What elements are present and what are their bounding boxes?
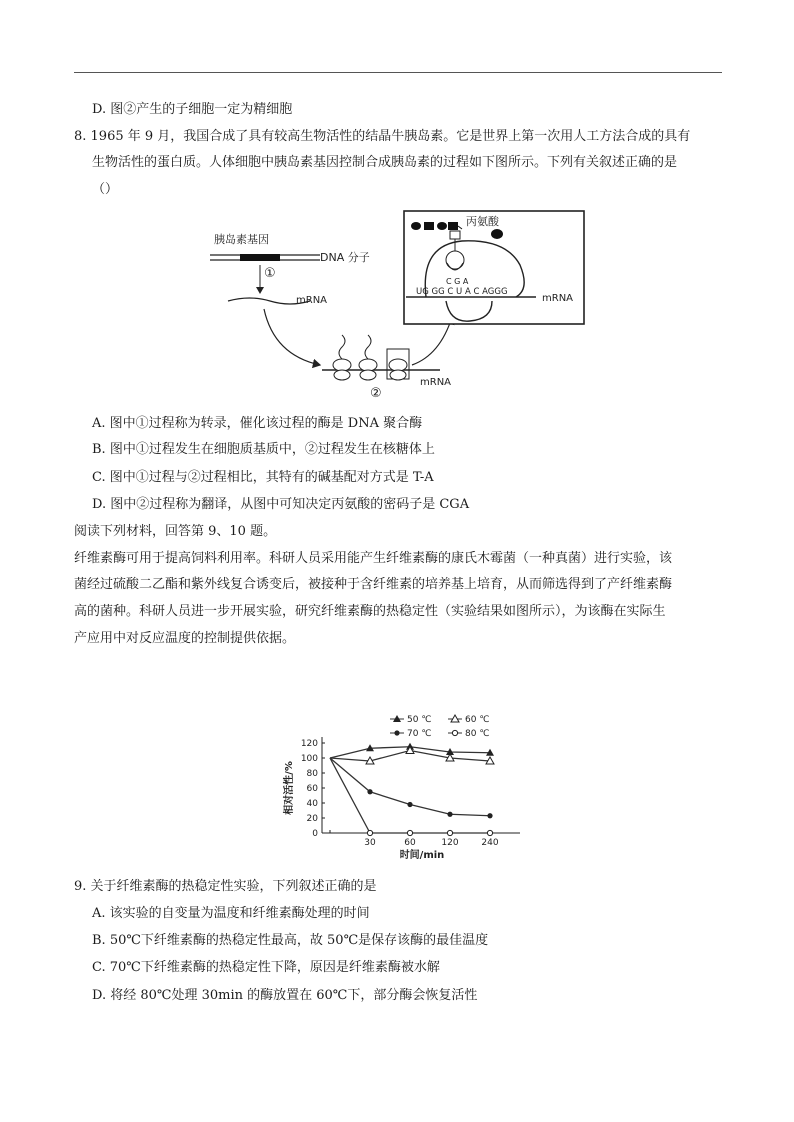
legend-label: 50 ℃ xyxy=(407,715,432,725)
passage-intro: 阅读下列材料，回答第 9、10 题。 xyxy=(74,524,277,539)
data-point xyxy=(407,830,412,835)
y-tick-label: 60 xyxy=(306,784,318,794)
legend-marker xyxy=(394,730,399,735)
q9-option-a: A. 该实验的自变量为温度和纤维素酶处理的时间 xyxy=(92,906,370,921)
amino-acid-label: 丙氨酸 xyxy=(466,215,499,228)
x-tick-label: 30 xyxy=(364,838,376,848)
data-point xyxy=(367,830,372,835)
q7-option-d: D. 图②产生的子细胞一定为精细胞 xyxy=(92,102,293,117)
q8-option-d: D. 图中②过程称为翻译，从图中可知决定丙氨酸的密码子是 CGA xyxy=(92,497,470,512)
q8-option-a: A. 图中①过程称为转录，催化该过程的酶是 DNA 聚合酶 xyxy=(92,416,423,431)
passage-line-3: 高的菌种。科研人员进一步开展实验，研究纤维素酶的热稳定性（实验结果如图所示），为该酶在实际生 xyxy=(74,604,666,619)
thermostability-chart xyxy=(270,708,520,868)
q9-stem: 9. 关于纤维素酶的热稳定性实验，下列叙述正确的是 xyxy=(74,879,377,894)
gene-segment xyxy=(240,254,280,261)
q8-stem-line-3: （） xyxy=(92,182,119,197)
x-tick-label: 240 xyxy=(481,838,499,848)
q8-option-c: C. 图中①过程与②过程相比，其特有的碱基配对方式是 T-A xyxy=(92,470,434,485)
header-rule xyxy=(74,72,722,73)
step-1-label: ① xyxy=(264,266,276,281)
legend-marker xyxy=(452,730,457,735)
y-tick-label: 0 xyxy=(312,829,318,839)
passage-line-1: 纤维素酶可用于提高饲料利用率。科研人员采用能产生纤维素酶的康氏木霉菌（一种真菌）进行实验，该 xyxy=(74,551,673,566)
legend-label: 80 ℃ xyxy=(465,729,490,739)
ribosome-3 xyxy=(387,349,409,380)
q8-stem-line-2: 生物活性的蛋白质。人体细胞中胰岛素基因控制合成胰岛素的过程如下图所示。下列有关叙述正确的是 xyxy=(92,155,678,170)
dna-label: DNA 分子 xyxy=(320,251,370,264)
free-amino-acid xyxy=(491,229,503,239)
gene-expression-diagram xyxy=(200,205,620,405)
x-tick-label: 60 xyxy=(404,838,416,848)
ribosome-2 xyxy=(359,335,377,380)
gene-label: 胰岛素基因 xyxy=(214,233,269,246)
q8-stem-line-1: 8. 1965 年 9 月，我国合成了具有较高生物活性的结晶牛胰岛素。它是世界上第一次用人工方法合成的具有 xyxy=(74,129,691,144)
x-axis-label: 时间/min xyxy=(399,850,445,861)
legend-label: 60 ℃ xyxy=(465,715,490,725)
y-tick-label: 80 xyxy=(306,769,318,779)
q9-option-b: B. 50℃下纤维素酶的热稳定性最高，故 50℃是保存该酶的最佳温度 xyxy=(92,933,489,948)
step-2-label: ② xyxy=(370,386,382,401)
legend-label: 70 ℃ xyxy=(407,729,432,739)
anticodon-label: C G A xyxy=(446,277,469,286)
to-translation-arrow xyxy=(264,309,320,365)
y-tick-label: 20 xyxy=(306,814,318,824)
y-tick-label: 40 xyxy=(306,799,318,809)
series-line xyxy=(330,758,490,833)
y-tick-label: 100 xyxy=(300,754,318,764)
ribosome-1 xyxy=(333,335,351,380)
data-point xyxy=(447,830,452,835)
mrna-sequence: UG GG C U A C AGGG xyxy=(416,287,508,297)
data-point xyxy=(447,812,452,817)
data-point xyxy=(367,789,372,794)
y-tick-label: 120 xyxy=(300,739,318,749)
data-point xyxy=(487,813,492,818)
data-point xyxy=(407,802,412,807)
passage-line-4: 产应用中对反应温度的控制提供依据。 xyxy=(74,631,296,646)
mrna-label-3: mRNA xyxy=(542,293,574,304)
y-axis-label: 相对活性/% xyxy=(284,761,295,815)
data-point xyxy=(487,830,492,835)
mrna-label-1: mRNA xyxy=(296,295,328,306)
q9-option-d: D. 将经 80℃处理 30min 的酶放置在 60℃下，部分酶会恢复活性 xyxy=(92,988,478,1003)
mrna-label-2: mRNA xyxy=(420,377,452,388)
q9-option-c: C. 70℃下纤维素酶的热稳定性下降，原因是纤维素酶被水解 xyxy=(92,960,440,975)
q8-option-b: B. 图中①过程发生在细胞质基质中，②过程发生在核糖体上 xyxy=(92,442,435,457)
passage-line-2: 菌经过硫酸二乙酯和紫外线复合诱变后，被接种于含纤维素的培养基上培育，从而筛选得到了产纤维素酶 xyxy=(74,577,673,592)
x-tick-label: 120 xyxy=(441,838,459,848)
